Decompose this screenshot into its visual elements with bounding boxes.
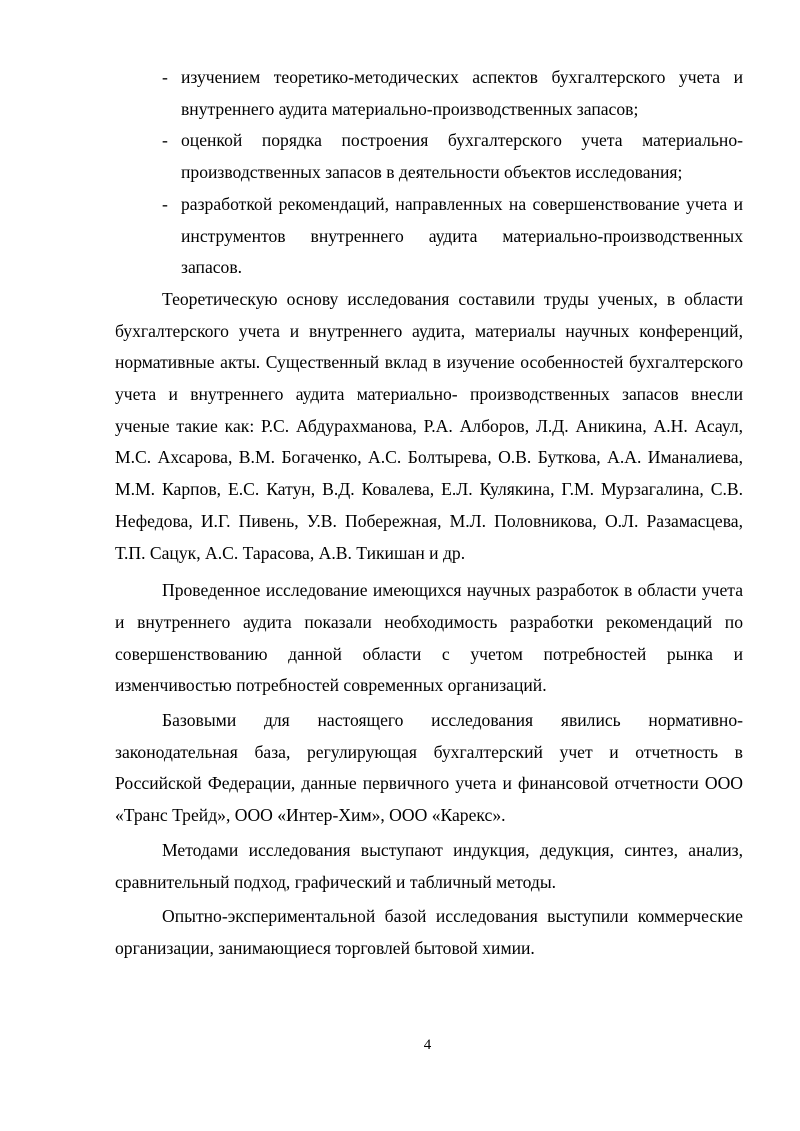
list-item-text: изучением теоретико-методических аспектов бухгалтерского учета и внутреннего аудита материально-производственных запасов; [181,67,743,119]
paragraph-methods: Методами исследования выступают индукция, дедукция, синтез, анализ, сравнительный подход, графический и табличный методы. [115,839,743,892]
page-body [115,62,743,965]
list-marker: - [162,67,168,87]
list-marker: - [162,130,168,151]
paragraph-theoretical-basis: Теоретическую основу исследования составили труды ученых, в области бухгалтерского учета и внутреннего аудита, материалы научных конференций, нормативные акты. Существенный вклад в изучение особенностей бухгалтерского учета и внутреннего аудита материально- производственных запасов внесли ученые такие как: Р.С. Абдурахманова, Р.А. Алборов, Л.Д. Аникина, А.Н. Асаул, М.С. Ахсарова, В.М. Богаченко, А.С. Болтырева, О.В. Буткова, А.А. Иманалиева, М.М. Карпов, Е.С. Катун, В.Д. Ковалева, Е.Л. Кулякина, Г.М. Мурзагалина, С.В. Нефедова, И.Г. Пивень, У.В. Побережная, М.Л. Половникова, О.Л. Разамасцева, Т.П. Сацук, А.С. Тарасова, А.В. Тикишан и др. [115,288,743,563]
list-item-text: разработкой рекомендаций, направленных на совершенствование учета и инструментов внутреннего аудита материально-производственных запасов. [181,193,743,278]
list-item-text: оценкой порядка построения бухгалтерского учета материально-производственных запасов в деятельности объектов исследования; [181,130,743,183]
paragraph-base: Базовыми для настоящего исследования явились нормативно-законодательная база, регулирующая бухгалтерский учет и отчетность в Российской Федерации, данные первичного учета и финансовой отчетности ООО «Транс Трейд», ООО «Интер-Хим», ООО «Карекс». [115,710,743,826]
list-item [115,125,743,188]
page-number: 4 [423,1037,432,1053]
bullet-list [115,62,743,284]
list-marker: - [162,193,168,214]
list-item [115,189,743,284]
paragraph-experimental-base: Опытно-экспериментальной базой исследования выступили коммерческие организации, занимающиеся торговлей бытовой химии. [115,906,743,958]
paragraph-research-review: Проведенное исследование имеющихся научных разработок в области учета и внутреннего аудита показали необходимость разработки рекомендаций по совершенствованию данной области с учетом потребностей рынка и изменчивостью потребностей современных организаций. [115,580,743,696]
list-item [115,62,743,125]
